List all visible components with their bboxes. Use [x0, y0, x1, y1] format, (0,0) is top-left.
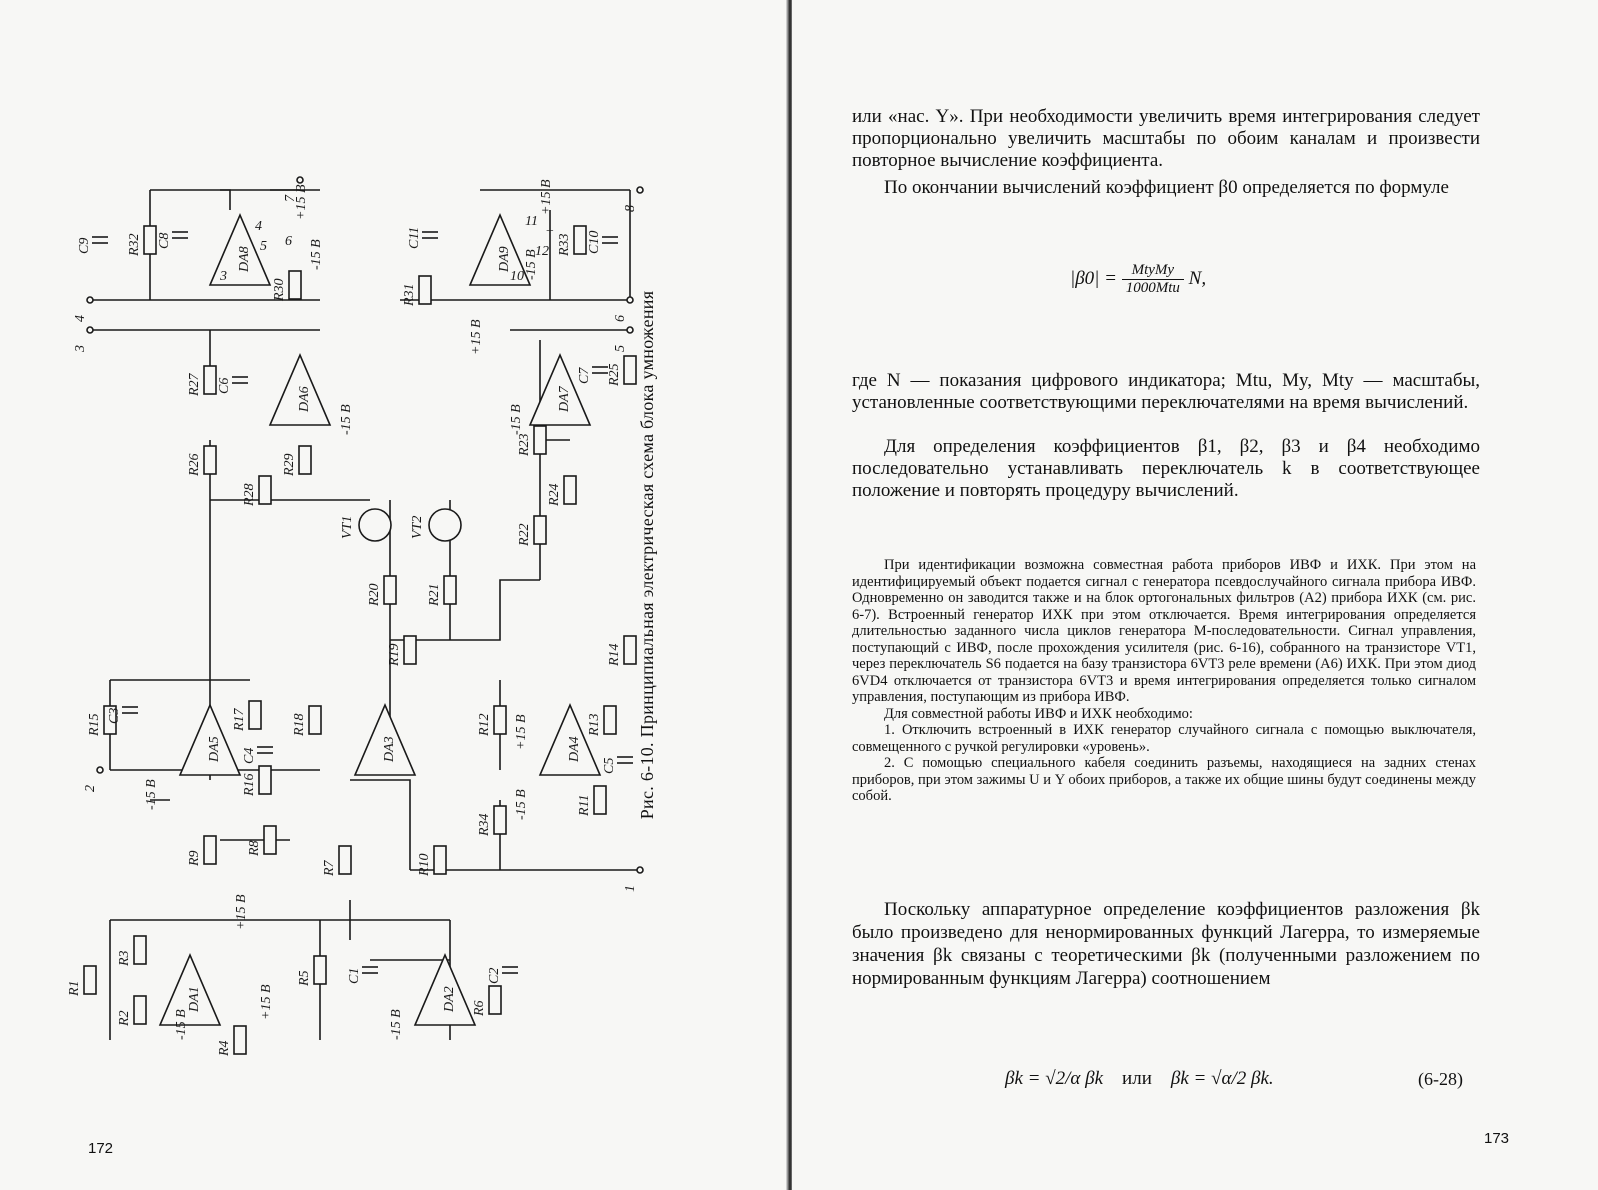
resistor-label-r32: R32: [127, 233, 142, 256]
resistor-label-r26: R26: [187, 453, 202, 476]
resistor-label-r10: R10: [417, 853, 432, 876]
pin-number-6: 11: [525, 214, 538, 229]
terminal-label-8: 8: [623, 205, 638, 212]
small-paragraph-3: 1. Отключить встроенный в ИХК генератор случайного сигнала с помощью выключателя, совмещенного с ручкой регулировки «уровень».: [852, 722, 1476, 755]
resistor-label-r12: R12: [477, 713, 492, 736]
resistor-label-r24: R24: [547, 483, 562, 506]
wire: [450, 580, 540, 640]
resistor-r10: [434, 846, 446, 874]
wire: [350, 780, 410, 870]
supply-minus-label-4: -15 В: [509, 404, 524, 435]
resistor-label-r13: R13: [587, 713, 602, 736]
multiplier-circuit-schematic: [67, 160, 670, 1060]
resistor-label-r15: R15: [87, 713, 102, 736]
terminal-6: [627, 297, 633, 303]
resistor-label-r8: R8: [247, 840, 262, 856]
pin-number-1: 3: [220, 269, 227, 284]
resistor-r3: [134, 936, 146, 964]
terminal-2: [97, 767, 103, 773]
formula2-right: βk = √α/2 βk.: [1170, 1068, 1274, 1089]
supply-minus-label-6: -15 В: [514, 789, 529, 820]
para2-suffix: определяется по формуле: [1242, 177, 1449, 198]
resistor-r7: [339, 846, 351, 874]
terminal-label-1: 1: [623, 885, 638, 892]
supply-minus-label-8: -15 В: [174, 1009, 189, 1040]
terminal-label-7: 7: [283, 195, 298, 202]
resistor-label-r22: R22: [517, 523, 532, 546]
resistor-label-r7: R7: [322, 860, 337, 876]
capacitor-label-c6: C6: [217, 377, 232, 394]
resistor-r14: [624, 636, 636, 664]
paragraph-5: Поскольку аппаратурное определение коэффициентов разложения βk было произведено для ненормированных функций Лагерра, то измеряемые значения βk связаны с теоретическими βk (полученными разложением по нормированным функциям Лагерра) соотношением: [852, 899, 1480, 989]
resistor-label-r14: R14: [607, 643, 622, 666]
opamp-label-da4: DA4: [567, 736, 582, 762]
resistor-r17: [249, 701, 261, 729]
formula-6-28: [1005, 1068, 1274, 1090]
resistor-label-r11: R11: [577, 794, 592, 816]
capacitor-label-c2: C2: [487, 967, 502, 984]
small-paragraph-1: При идентификации возможна совместная работа приборов ИВФ и ИХК. При этом на идентифицируемый объект подается сигнал с генератора псевдослучайного сигнала прибора ИВФ. Одновременно он заводится также и на блок ортогональных фильтров (А2) прибора ИХК (см. рис. 6-7). Встроенный генератор ИХК при этом отключается. Время интегрирования определяется длительностью заданного числа циклов генератора М-последовательности. Сигнал управления, поступающий с ИВФ, после прохождения усилителя (рис. 6-16), собранного на транзисторе VT1, через переключатель S6 подается на базу транзистора 6VT3 реле времени (А6) ИХК. При этом диод 6VD4 отключается от транзистора 6VT3 и время интегрирования определяется только сигналом управления, поступающим из прибора ИВФ.: [852, 557, 1476, 705]
resistor-r31: [419, 276, 431, 304]
resistor-label-r9: R9: [187, 850, 202, 866]
resistor-label-r16: R16: [242, 773, 257, 796]
resistor-r11: [594, 786, 606, 814]
resistor-r34: [494, 806, 506, 834]
capacitor-label-c3: C3: [107, 707, 122, 724]
resistor-label-r18: R18: [292, 713, 307, 736]
resistor-r20: [384, 576, 396, 604]
paragraph-2: [852, 177, 1480, 199]
paragraph-4: Для определения коэффициентов β1, β2, β3 и β4 необходимо последовательно устанавливать переключатель k в соответствующее положение и повторять процедуру вычислений.: [852, 436, 1480, 501]
resistor-label-r34: R34: [477, 813, 492, 836]
resistor-label-r21: R21: [427, 583, 442, 606]
resistor-r33: [574, 226, 586, 254]
transistor-label-vt1: VT1: [340, 515, 355, 539]
terminal-label-6: 6: [613, 315, 628, 322]
capacitor-label-c1: C1: [347, 967, 362, 984]
page-number-left: 172: [88, 1140, 114, 1157]
resistor-r9: [204, 836, 216, 864]
opamp-label-da7: DA7: [557, 386, 572, 412]
resistor-label-r19: R19: [387, 643, 402, 666]
resistor-r16: [259, 766, 271, 794]
resistor-r23: [534, 426, 546, 454]
equation-number: (6-28): [1418, 1069, 1463, 1089]
page-number-right: 173: [1484, 1130, 1510, 1147]
pin-number-7: 12: [535, 244, 549, 259]
capacitor-label-c7: C7: [577, 367, 592, 384]
terminal-8: [637, 187, 643, 193]
transistor-label-vt2: VT2: [410, 515, 425, 539]
resistor-label-r2: R2: [117, 1010, 132, 1026]
resistor-label-r33: R33: [557, 233, 572, 256]
resistor-r22: [534, 516, 546, 544]
terminal-label-3: 3: [73, 345, 88, 352]
formula-lhs: |β0| =: [1070, 267, 1117, 289]
formula-rhs: N,: [1188, 267, 1207, 289]
capacitor-label-c10: C10: [587, 230, 602, 254]
resistor-label-r6: R6: [472, 1000, 487, 1016]
terminal-label-5: 5: [613, 345, 628, 352]
formula-denominator: 1000Mtu: [1125, 280, 1180, 296]
resistor-r24: [564, 476, 576, 504]
supply-plus-label-4: +15 В: [514, 714, 529, 750]
resistor-label-r17: R17: [232, 708, 247, 731]
resistor-r25: [624, 356, 636, 384]
supply-plus-label-1: +15 В: [294, 184, 309, 220]
resistor-r26: [204, 446, 216, 474]
paragraph-3: где N — показания цифрового индикатора; Mtu, My, Mty — масштабы, установленные соответствующими переключателями на время вычислений.: [852, 370, 1480, 413]
resistor-r2: [134, 996, 146, 1024]
resistor-r12: [494, 706, 506, 734]
supply-plus-label-3: +15 В: [469, 319, 484, 355]
resistor-r28: [259, 476, 271, 504]
resistor-label-r25: R25: [607, 363, 622, 386]
resistor-r29: [299, 446, 311, 474]
opamp-label-da1: DA1: [187, 986, 202, 1012]
opamp-label-da3: DA3: [382, 736, 397, 762]
figure-caption: Рис. 6-10. Принципиальная электрическая схема блока умножения: [637, 290, 657, 820]
capacitor-label-c8: C8: [157, 232, 172, 249]
opamp-label-da9: DA9: [497, 246, 512, 272]
resistor-r21: [444, 576, 456, 604]
resistor-label-r5: R5: [297, 970, 312, 986]
resistor-label-r23: R23: [517, 433, 532, 456]
supply-minus-label-7: -15 В: [389, 1009, 404, 1040]
capacitor-label-c9: C9: [77, 237, 92, 254]
terminal-label-4: 4: [73, 315, 88, 322]
resistor-r19: [404, 636, 416, 664]
pin-number-5: 10: [510, 269, 524, 284]
resistor-r30: [289, 271, 301, 299]
supply-plus-label-2: +15 В: [539, 179, 554, 215]
resistor-r27: [204, 366, 216, 394]
resistor-label-r4: R4: [217, 1040, 232, 1056]
supply-minus-label-3: -15 В: [339, 404, 354, 435]
resistor-r18: [309, 706, 321, 734]
terminal-3: [87, 327, 93, 333]
small-print-section: [852, 557, 1476, 805]
terminal-4: [87, 297, 93, 303]
terminal-5: [627, 327, 633, 333]
formula-numerator: MtyMy: [1122, 262, 1184, 280]
opamp-label-da5: DA5: [207, 736, 222, 762]
resistor-r13: [604, 706, 616, 734]
opamp-label-da2: DA2: [442, 986, 457, 1012]
left-page: [0, 0, 790, 1190]
resistor-label-r3: R3: [117, 950, 132, 966]
resistor-label-r27: R27: [187, 373, 202, 396]
resistor-label-r20: R20: [367, 583, 382, 606]
pin-number-3: 5: [260, 239, 267, 254]
formula2-left: βk = √2/α βk: [1005, 1068, 1104, 1089]
small-paragraph-4: 2. С помощью специального кабеля соединить разъемы, находящиеся на задних стенах приборов, при этом зажимы U и Y обоих приборов, а также их общие шины будут соединены между собой.: [852, 755, 1476, 804]
resistor-r1: [84, 966, 96, 994]
supply-minus-label-2: -15 В: [524, 249, 539, 280]
beta0-symbol: β0: [1218, 177, 1238, 198]
transistor-vt1: [359, 509, 391, 541]
supply-minus-label-1: -15 В: [309, 239, 324, 270]
resistor-r5: [314, 956, 326, 984]
resistor-label-r29: R29: [282, 453, 297, 476]
supply-plus-label-5: +15 В: [234, 894, 249, 930]
resistor-label-r30: R30: [272, 278, 287, 301]
resistor-r6: [489, 986, 501, 1014]
formula2-middle: или: [1122, 1068, 1152, 1089]
opamp-label-da8: DA8: [237, 246, 252, 272]
resistor-r8: [264, 826, 276, 854]
pin-number-8: +: [545, 224, 555, 239]
opamp-label-da6: DA6: [297, 386, 312, 412]
pin-number-2: 4: [255, 219, 262, 234]
resistor-r4: [234, 1026, 246, 1054]
terminal-7: [297, 177, 303, 183]
pin-number-4: 6: [285, 234, 292, 249]
resistor-label-r28: R28: [242, 483, 257, 506]
capacitor-label-c11: C11: [407, 226, 422, 249]
capacitor-label-c5: C5: [602, 757, 617, 774]
supply-plus-label-6: +15 В: [259, 984, 274, 1020]
supply-minus-label-5: -15 В: [144, 779, 159, 810]
capacitor-label-c4: C4: [242, 747, 257, 764]
terminal-1: [637, 867, 643, 873]
formula-fraction: [1122, 262, 1184, 297]
resistor-r32: [144, 226, 156, 254]
resistor-label-r1: R1: [67, 980, 82, 996]
terminal-label-2: 2: [83, 785, 98, 792]
wire: [150, 190, 230, 210]
resistor-label-r31: R31: [402, 283, 417, 306]
small-paragraph-2: Для совместной работы ИВФ и ИХК необходимо:: [884, 705, 1193, 722]
transistor-vt2: [429, 509, 461, 541]
para2-prefix: По окончании вычислений коэффициент: [884, 177, 1214, 198]
formula-beta0: [1070, 262, 1206, 297]
paragraph-1: или «нас. Y». При необходимости увеличить время интегрирования следует пропорционально увеличить масштабы по обоим каналам и произвести повторное вычисление коэффициента.: [852, 106, 1480, 171]
